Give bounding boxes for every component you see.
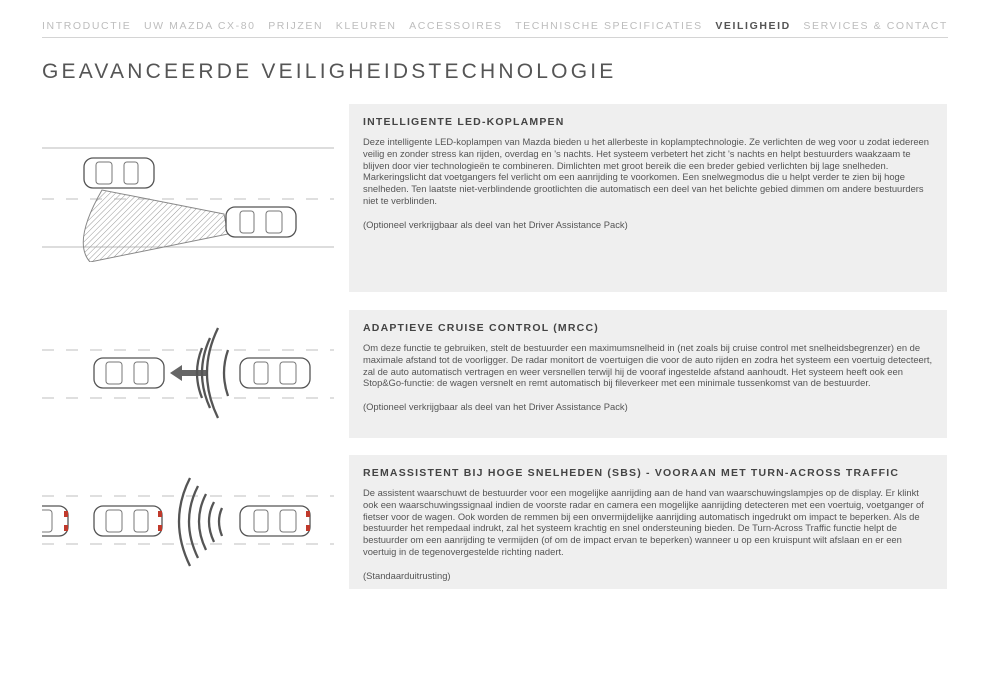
page-title: GEAVANCEERDE VEILIGHEIDSTECHNOLOGIE (42, 60, 617, 83)
light-beam-shape (83, 190, 228, 262)
section-body: Deze intelligente LED-koplampen van Mazda bieden u het allerbeste in koplamptechnologie. Ze verlichten de weg voor u zodat iedereen veilig en zonder stress kan rijden, overdag en 's nachts. Het systeem verbetert het zicht 's nachts en helpt bestuurders waakzaam te blijven door vier technologieën te combineren. Dimlichten met groot bereik die een breder gebied verlichten bij lage snelheden. Markeringslicht dat voetgangers fel verlicht om een aanrijding te voorkomen. Een snelwegmodus die u helpt verder te zien bij hoge snelheden. Ten laatste niet-verblindende grootlichten die automatisch een deel van het belichte gebied dimmen om andere bestuurders niet te verblinden. (363, 136, 929, 206)
section-note: (Optioneel verkrijgbaar als deel van het Driver Assistance Pack) (363, 218, 628, 230)
front-car-icon (42, 506, 68, 536)
brake-assist-illustration (42, 474, 334, 574)
own-car-icon (240, 506, 310, 536)
nav-item-services-contact[interactable]: SERVICES & CONTACT (803, 20, 948, 32)
section-body: De assistent waarschuwt de bestuurder voor een mogelijke aanrijding aan de hand van waarschuwingslampjes op de display. Er klinkt ook een waarschuwingssignaal indien de voorste radar en camera een mogelijke aanrijding detecteren met een voertuig, voetganger of fietser voor de wagen. Ook worden de remmen bij een onvermijdelijke aanrijding automatisch ingedrukt om impact te beperken. Als de bestuurder het rempedaal indrukt, zal het systeem krachtig en snel ondersteuning bieden. De Turn-Across Traffic functie helpt de bestuurder om een aanrijding te vermijden (of om de impact ervan te beperken) wanneer u op een kruispunt wilt afslaan en er een voertuig in de tegenovergestelde richting nadert. (363, 487, 924, 557)
led-headlights-illustration (42, 142, 334, 262)
nav-item-prijzen[interactable]: PRIJZEN (268, 20, 324, 32)
lead-car-icon (94, 358, 164, 388)
section-title: ADAPTIEVE CRUISE CONTROL (MRCC) (363, 322, 599, 334)
nav-item-accessoires[interactable]: ACCESSOIRES (409, 20, 503, 32)
cruise-control-illustration (42, 322, 334, 422)
section-brake-assist (349, 455, 947, 589)
nav-item-uw-mazda-cx-80[interactable]: UW MAZDA CX-80 (143, 20, 256, 32)
section-title: INTELLIGENTE LED-KOPLAMPEN (363, 116, 565, 128)
section-note: (Standaarduitrusting) (363, 569, 451, 581)
section-led-koplampen (349, 104, 947, 292)
nav-item-kleuren[interactable]: KLEUREN (335, 20, 397, 32)
nav-item-veiligheid[interactable]: VEILIGHEID (715, 20, 791, 32)
oncoming-car-icon (84, 158, 154, 188)
section-body: Om deze functie te gebruiken, stelt de bestuurder een maximumsnelheid in (net zoals bij cruise control met snelheidsbegrenzer) en de maximale afstand tot de voorligger. De radar monitort de voertuigen die voor de auto rijden en zodra het systeem een voertuig detecteert, zal de auto automatisch vertragen en weer versnellen terwijl hij de vooraf ingestelde afstand aanhoudt. Het systeem heeft ook een Stop&Go-functie: de wagen versnelt en remt automatisch bij fileverkeer met een minimale tussenkomst van de bestuurder. (363, 342, 933, 389)
section-cruise-control (349, 310, 947, 438)
top-navigation (42, 0, 948, 38)
own-car-icon (240, 358, 310, 388)
own-car-icon (226, 207, 296, 237)
nav-item-technische-specificaties[interactable]: TECHNISCHE SPECIFICATIES (515, 20, 703, 32)
radar-waves-icon (197, 328, 228, 418)
nav-item-introductie[interactable]: INTRODUCTIE (42, 20, 132, 32)
section-note: (Optioneel verkrijgbaar als deel van het Driver Assistance Pack) (363, 401, 628, 413)
middle-car-icon (94, 506, 162, 536)
section-title: REMASSISTENT BIJ HOGE SNELHEDEN (SBS) - VOORAAN MET TURN-ACROSS TRAFFIC (363, 467, 900, 479)
radar-waves-icon (179, 478, 222, 566)
